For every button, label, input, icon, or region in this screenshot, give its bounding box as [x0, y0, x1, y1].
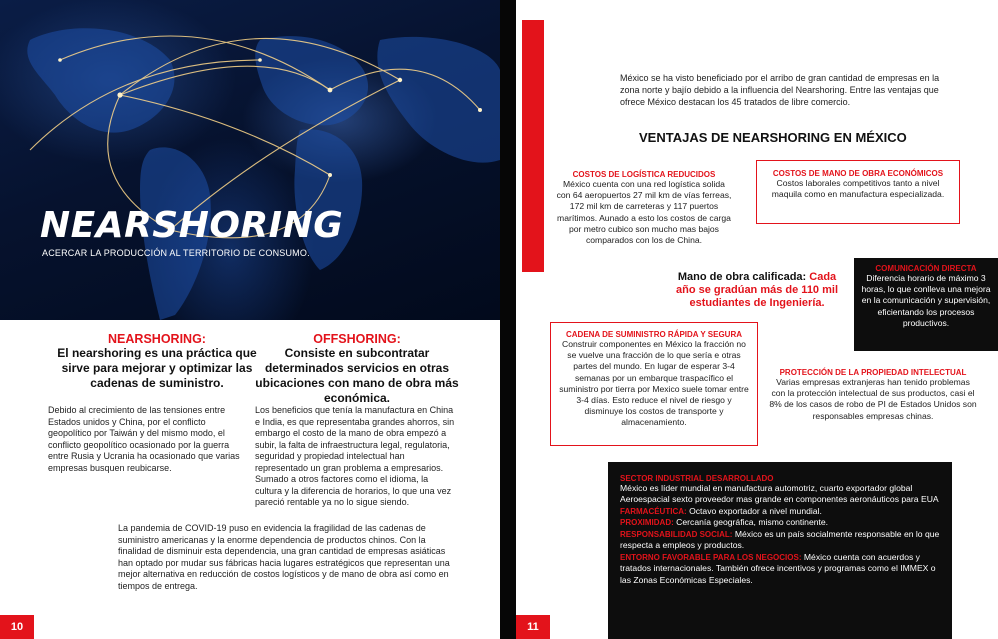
comunicacion-directa-title: COMUNICACIÓN DIRECTA: [875, 264, 977, 273]
costos-mano-obra-text: Costos laborales competitivos tanto a nivel maquila como en manufactura especializada.: [771, 178, 945, 200]
mano-obra-calificada: [672, 271, 842, 311]
costos-logistica-text: México cuenta con una red logística solida con 64 aeropuertos 27 mil km de vías ferreas, 172 mil km de carreteras y 117 puertos marítimos. Aunado a esto los costos de carga por metro cubico son mucho mas bajos comparados con los de China.: [556, 179, 732, 245]
sector-industrial-box: [608, 462, 952, 639]
cadena-suministro-box: [550, 322, 758, 446]
entorno-text: México cuenta con acuerdos y tratados internacionales. También ofrece incentivos y programas como el IMMEX o las Zonas Económicas Especiales.: [620, 551, 936, 585]
nearshoring-subheading: El nearshoring es una práctica que sirve para mejorar y optimizar las cadenas de suministro.: [57, 346, 257, 390]
costos-logistica-block: [556, 170, 732, 246]
farmaceutica-line: [620, 506, 940, 518]
entorno-line: [620, 552, 940, 586]
page-number-right: 11: [516, 615, 550, 639]
mano-obra-calificada-label: Mano de obra calificada:: [677, 271, 807, 283]
responsabilidad-label: RESPONSABILIDAD SOCIAL:: [620, 529, 733, 539]
proteccion-pi-text: Varias empresas extranjeras han tenido problemas con la protección intelectual de sus productos, casi el 8% de los casos de robo de PI de Estados Unidos son responsables empresas chinas.: [769, 377, 977, 421]
proximidad-text: Cercanía geográfica, mismo continente.: [676, 517, 829, 528]
nearshoring-heading: NEARSHORING:: [108, 332, 206, 346]
nearshoring-body: Debido al crecimiento de las tensiones entre Estados unidos y China, por el conflicto geopolítico por Taiwán y del mismo modo, el conflicto geopolítico ocasionado por la guerra entre Rusia y Ucrania ha ocasionado que varias empresas busquen reubicarse.: [48, 405, 240, 473]
offshoring-heading-block: [252, 332, 462, 406]
cadena-suministro-title: CADENA DE SUMINISTRO RÁPIDA Y SEGURA: [565, 330, 743, 339]
entorno-label: ENTORNO FAVORABLE PARA LOS NEGOCIOS:: [620, 552, 802, 562]
proximidad-label: PROXIMIDAD:: [620, 518, 674, 528]
sector-industrial-title: SECTOR INDUSTRIAL DESARROLLADO: [620, 474, 774, 483]
responsabilidad-line: [620, 529, 940, 552]
responsabilidad-text: México es un país socialmente responsable en lo que respecta a empleos y productos.: [620, 528, 940, 551]
nearshoring-heading-block: [52, 332, 262, 391]
red-accent-bar: [522, 20, 544, 272]
cadena-suministro-text: Construir componentes en México la fracción no se vuelve una fracción de lo que sería e otras partes del mundo. En lugar de esperar 3-4 semanas por un embarque traspacífico el suministro por tierra por Mexico suele tomar entre 3-4 días. Esto reduce el nivel de riesgo y disminuye los costos de transporte y almacenamiento.: [559, 339, 749, 428]
costos-logistica-title: COSTOS DE LOGÍSTICA REDUCIDOS: [572, 170, 716, 179]
book-spine: [500, 0, 516, 639]
offshoring-body: Los beneficios que tenía la manufactura en China e India, es que representaba grandes ahorros, sin embargo el costo de la mano de obra empezó a subir, la falta de infraestructura legal, regulatoria, seguridad y propiedad intelectual han representado un gran problema a empresarios. Sumado a otros factores como el idioma, la cultura y la diferencia de horarios, lo que una vez pareció rentable ya no lo sigue siendo.: [255, 405, 455, 508]
farmaceutica-text: Octavo exportador a nivel mundial.: [689, 505, 822, 516]
farmaceutica-label: FARMACÉUTICA:: [620, 506, 687, 516]
proteccion-pi-block: [768, 368, 978, 422]
offshoring-subheading: Consiste en subcontratar determinados servicios en otras ubicaciones con mano de obra más económica.: [255, 346, 459, 405]
hero-title: NEARSHORING: [40, 205, 344, 246]
page-right: [516, 0, 998, 639]
hero-subtitle: ACERCAR LA PRODUCCIÓN AL TERRITORIO DE CONSUMO.: [42, 248, 310, 258]
costos-mano-obra-title: COSTOS DE MANO DE OBRA ECONÓMICOS: [772, 169, 944, 178]
proteccion-pi-title: PROTECCIÓN DE LA PROPIEDAD INTELECTUAL: [779, 368, 967, 377]
sector-industrial-text: México es líder mundial en manufactura automotriz, cuarto exportador global Aeroespacial sexto proveedor mas grande en componentes aeronáuticos para EUA: [620, 483, 939, 505]
proximidad-line: [620, 517, 940, 529]
ventajas-title: VENTAJAS DE NEARSHORING EN MÉXICO: [639, 130, 907, 145]
hero-world-map-image: [0, 0, 500, 320]
world-network-illustration: [0, 0, 500, 320]
comunicacion-directa-box: [854, 258, 998, 351]
intro-paragraph: México se ha visto beneficiado por el arribo de gran cantidad de empresas en la zona norte y bajío debido a la influencia del Nearshoring. Entre las ventajas que ofrece México destacan los 45 tratados de libre comercio.: [620, 73, 940, 107]
offshoring-heading: OFFSHORING:: [313, 332, 401, 346]
mano-obra-calificada-highlight: Cada año se gradúan más de 110 mil estudiantes de Ingeniería.: [675, 271, 838, 310]
covid-paragraph: La pandemia de COVID-19 puso en evidencia la fragilidad de las cadenas de suministro americanas y la enorme dependencia de productos chinos. Con la finalidad de disminuir esta dependencia, una gran cantidad de empresas asiáticas han optado por mudar sus fábricas hacia lugares estratégicos que representan una mejor alternativa en reducción de costos logísticos y de mano de obra así como en tiempos de entrega.: [118, 523, 450, 591]
comunicacion-directa-text: Diferencia horario de máximo 3 horas, lo que conlleva una mejora en la comunicación y supervisión, eficientando los procesos productivos.: [861, 273, 991, 328]
costos-mano-obra-box: [756, 160, 960, 224]
page-number-left: 10: [0, 615, 34, 639]
